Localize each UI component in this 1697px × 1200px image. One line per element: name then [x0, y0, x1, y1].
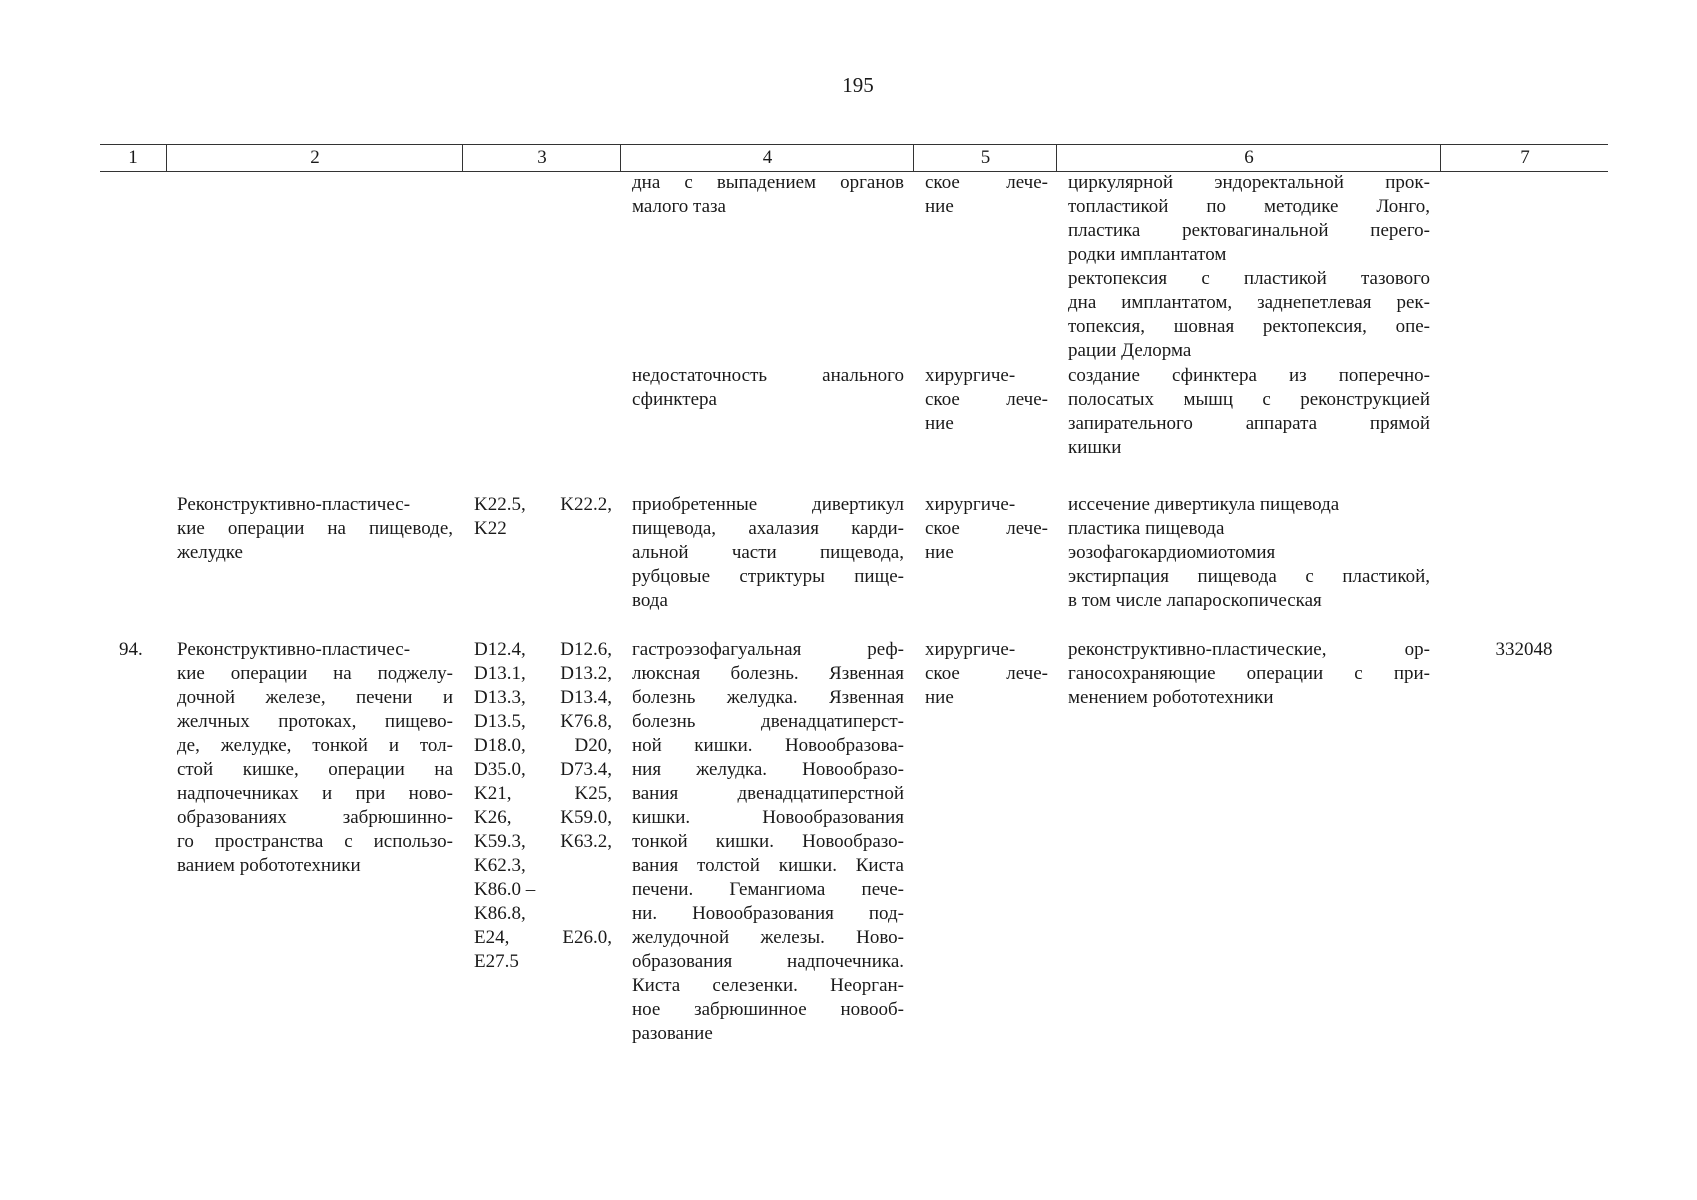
- text-line: ние: [925, 542, 954, 563]
- text-line: топексия, шовная ректопексия, опе-: [1068, 316, 1430, 337]
- text-line: D13.5, K76.8,: [474, 711, 612, 732]
- row-94-diagnosis: [632, 638, 904, 1046]
- text-line: ское лече-: [925, 663, 1048, 684]
- text-line: кие операции на поджелу-: [177, 663, 453, 684]
- text-line: пищевода, ахалазия карди-: [632, 518, 904, 539]
- text-line: ганосохраняющие операции с при-: [1068, 663, 1430, 684]
- text-line: дна имплантатом, заднепетлевая рек-: [1068, 292, 1430, 313]
- text-line: K22: [474, 518, 507, 539]
- table-header-row: [100, 144, 1608, 172]
- text-line: полосатых мышц с реконструкцией: [1068, 389, 1430, 410]
- text-line: циркулярной эндоректальной прок-: [1068, 172, 1430, 193]
- text-line: ной кишки. Новообразова-: [632, 735, 904, 756]
- text-line: желудочной железы. Ново-: [632, 927, 904, 948]
- text-line: люксная болезнь. Язвенная: [632, 663, 904, 684]
- text-line: ванием робототехники: [177, 855, 361, 876]
- text-line: топластикой по методике Лонго,: [1068, 196, 1430, 217]
- text-line: ское лече-: [925, 518, 1048, 539]
- text-line: рубцовые стриктуры пище-: [632, 566, 904, 587]
- header-col-2: 2: [166, 145, 463, 171]
- text-line: ректопексия с пластикой тазового: [1068, 268, 1430, 289]
- text-line: недостаточность анального: [632, 365, 904, 386]
- row-94-intervention: [177, 638, 453, 878]
- text-line: реконструктивно-пластические, ор-: [1068, 639, 1430, 660]
- continuation-treatment-b: [925, 364, 1048, 436]
- page-number: 195: [842, 73, 874, 97]
- text-line: ни. Новообразования под-: [632, 903, 904, 924]
- row-94-treatment: [925, 638, 1048, 710]
- text-line: дочной железе, печени и: [177, 687, 453, 708]
- text-line: ное забрюшинное новооб-: [632, 999, 904, 1020]
- text-line: ние: [925, 687, 954, 708]
- text-line: D13.3, D13.4,: [474, 687, 612, 708]
- header-col-3: 3: [462, 145, 621, 171]
- text-line: родки имплантатом: [1068, 244, 1227, 265]
- text-line: го пространства с использо-: [177, 831, 453, 852]
- text-line: тонкой кишки. Новообразо-: [632, 831, 904, 852]
- text-line: в том числе лапароскопическая: [1068, 590, 1322, 611]
- text-line: желчных протоках, пищево-: [177, 711, 453, 732]
- text-line: D35.0, D73.4,: [474, 759, 612, 780]
- text-line: приобретенные дивертикул: [632, 494, 904, 515]
- esophagus-method: [1068, 493, 1430, 613]
- text-line: печени. Гемангиома пече-: [632, 879, 904, 900]
- text-line: ское лече-: [925, 172, 1048, 193]
- text-line: хирургиче-: [925, 494, 1016, 515]
- text-line: болезнь желудка. Язвенная: [632, 687, 904, 708]
- row-94-icd-codes: [474, 638, 612, 974]
- text-line: ское лече-: [925, 389, 1048, 410]
- text-line: хирургиче-: [925, 639, 1016, 660]
- text-line: менением робототехники: [1068, 687, 1274, 708]
- text-line: кие операции на пищеводе,: [177, 518, 453, 539]
- continuation-method-b: [1068, 267, 1430, 363]
- text-line: альной части пищевода,: [632, 542, 904, 563]
- text-line: K26, K59.0,: [474, 807, 612, 828]
- text-line: K59.3, K63.2,: [474, 831, 612, 852]
- text-line: ние: [925, 196, 954, 217]
- text-line: рации Делорма: [1068, 340, 1192, 361]
- text-line: K86.0 –: [474, 879, 536, 900]
- text-line: вания толстой кишки. Киста: [632, 855, 904, 876]
- text-line: хирургиче-: [925, 365, 1016, 386]
- header-col-6: 6: [1056, 145, 1441, 171]
- row-number: 94.: [119, 639, 143, 660]
- text-line: образования надпочечника.: [632, 951, 904, 972]
- text-line: Киста селезенки. Неорган-: [632, 975, 904, 996]
- text-line: K21, K25,: [474, 783, 612, 804]
- text-line: D13.1, D13.2,: [474, 663, 612, 684]
- text-line: E24, E26.0,: [474, 927, 612, 948]
- text-line: надпочечниках и при ново-: [177, 783, 453, 804]
- text-line: иссечение дивертикула пищевода: [1068, 494, 1340, 515]
- continuation-treatment-a: [925, 171, 1048, 219]
- text-line: пластика ректовагинальной перего-: [1068, 220, 1430, 241]
- text-line: дна с выпадением органов: [632, 172, 904, 193]
- continuation-diagnosis-b: [632, 364, 904, 412]
- header-col-5: 5: [913, 145, 1057, 171]
- text-line: D12.4, D12.6,: [474, 639, 612, 660]
- text-line: Реконструктивно-пластичес-: [177, 494, 411, 515]
- row-94-method: [1068, 638, 1430, 710]
- text-line: E27.5: [474, 951, 519, 972]
- text-line: запирательного аппарата прямой: [1068, 413, 1430, 434]
- text-line: пластика пищевода: [1068, 518, 1225, 539]
- esophagus-icd-codes: [474, 493, 612, 541]
- text-line: кишки. Новообразования: [632, 807, 904, 828]
- text-line: K86.8,: [474, 903, 526, 924]
- text-line: эозофагокардиомиотомия: [1068, 542, 1276, 563]
- text-line: малого таза: [632, 196, 726, 217]
- continuation-diagnosis-a: [632, 171, 904, 219]
- header-col-7: 7: [1440, 145, 1609, 171]
- continuation-method-a: [1068, 171, 1430, 267]
- text-line: сфинктера: [632, 389, 717, 410]
- text-line: болезнь двенадцатиперст-: [632, 711, 904, 732]
- text-line: экстирпация пищевода с пластикой,: [1068, 566, 1430, 587]
- text-line: кишки: [1068, 437, 1122, 458]
- text-line: гастроэзофагуальная реф-: [632, 639, 904, 660]
- text-line: образованиях забрюшинно-: [177, 807, 453, 828]
- text-line: ние: [925, 413, 954, 434]
- header-col-1: 1: [128, 147, 138, 168]
- esophagus-treatment: [925, 493, 1048, 565]
- esophagus-intervention: [177, 493, 453, 565]
- esophagus-diagnosis: [632, 493, 904, 613]
- text-line: вания двенадцатиперстной: [632, 783, 904, 804]
- text-line: разование: [632, 1023, 713, 1044]
- text-line: K22.5, K22.2,: [474, 494, 612, 515]
- header-col-4: 4: [620, 145, 914, 171]
- continuation-method-c: [1068, 364, 1430, 460]
- text-line: D18.0, D20,: [474, 735, 612, 756]
- row-94-standard-cost: 332048: [1495, 639, 1553, 660]
- text-line: де, желудке, тонкой и тол-: [177, 735, 453, 756]
- text-line: стой кишке, операции на: [177, 759, 453, 780]
- text-line: создание сфинктера из поперечно-: [1068, 365, 1430, 386]
- text-line: Реконструктивно-пластичес-: [177, 639, 411, 660]
- text-line: вода: [632, 590, 668, 611]
- text-line: желудке: [177, 542, 243, 563]
- text-line: ния желудка. Новообразо-: [632, 759, 904, 780]
- text-line: K62.3,: [474, 855, 526, 876]
